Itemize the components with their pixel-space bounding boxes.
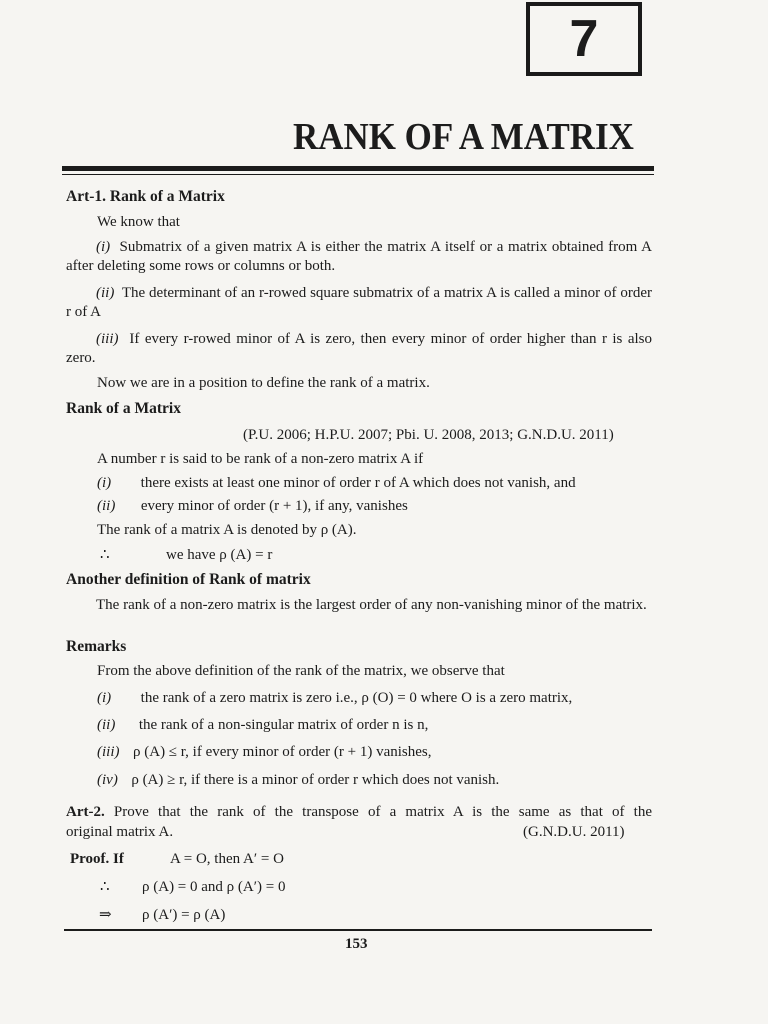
footer-rule <box>64 929 652 931</box>
rank-def-cond1-number: (i) <box>97 475 112 491</box>
art1-item2 <box>66 284 652 322</box>
remark-4-number: (iv) <box>97 772 118 788</box>
chapter-title: RANK OF A MATRIX <box>293 116 634 158</box>
rank-def-heading: Rank of a Matrix <box>66 400 181 417</box>
art1-item3-number: (iii) <box>96 331 119 347</box>
rank-def-denoted: The rank of a matrix A is denoted by ρ (A). <box>97 522 357 538</box>
title-rule-thick <box>62 166 654 171</box>
art2-label: Art-2. <box>66 804 105 820</box>
rank-def-cond1 <box>97 474 576 492</box>
remark-2-text: the rank of a non-singular matrix of order n is n, <box>138 717 429 733</box>
remark-3-text: ρ (A) ≤ r, if every minor of order (r + 1) vanishes, <box>133 744 432 760</box>
chapter-number-box <box>526 2 642 76</box>
rank-def-therefore-symbol: ∴ <box>100 547 110 563</box>
art2-statement-line1 <box>66 803 652 821</box>
title-rule-thin <box>62 174 654 175</box>
art1-now: Now we are in a position to define the rank of a matrix. <box>97 375 430 391</box>
art1-item1-number: (i) <box>96 239 111 255</box>
remark-4-text: ρ (A) ≥ r, if there is a minor of order r which does not vanish. <box>131 772 500 788</box>
rank-def-citation: (P.U. 2006; H.P.U. 2007; Pbi. U. 2008, 2013; G.N.D.U. 2011) <box>243 427 614 443</box>
proof-implies-symbol: ⇒ <box>99 907 112 923</box>
remark-1-number: (i) <box>97 690 112 706</box>
art1-heading: Art-1. Rank of a Matrix <box>66 188 225 205</box>
remark-2 <box>97 716 428 734</box>
rank-def-statement: A number r is said to be rank of a non-zero matrix A if <box>97 451 424 467</box>
proof-therefore-symbol: ∴ <box>100 879 110 895</box>
art1-item2-number: (ii) <box>96 285 115 301</box>
remark-1-text: the rank of a zero matrix is zero i.e., ρ (O) = 0 where O is a zero matrix, <box>140 690 573 706</box>
remarks-intro: From the above definition of the rank of the matrix, we observe that <box>97 663 505 679</box>
proof-label: Proof. If <box>70 851 124 867</box>
chapter-number: 7 <box>569 10 599 68</box>
art1-item3-text: If every r-rowed minor of A is zero, then every minor of order higher than r is also zero. <box>66 331 653 366</box>
another-def-heading: Another definition of Rank of matrix <box>66 571 311 588</box>
rank-def-cond2-text: every minor of order (r + 1), if any, vanishes <box>140 498 408 514</box>
art1-item3 <box>66 330 652 368</box>
rank-def-we-have: we have ρ (A) = r <box>166 547 273 563</box>
proof-equation-1: A = O, then A′ = O <box>170 851 284 867</box>
rank-def-cond2-number: (ii) <box>97 498 116 514</box>
remark-3 <box>97 743 431 761</box>
rank-def-cond1-text: there exists at least one minor of order r of A which does not vanish, and <box>140 475 576 491</box>
remark-2-number: (ii) <box>97 717 116 733</box>
art1-item2-text: The determinant of an r-rowed square submatrix of a matrix A is called a minor of order r of A <box>66 285 652 320</box>
page-number: 153 <box>345 936 368 952</box>
rank-def-cond2 <box>97 497 408 515</box>
proof-equation-2: ρ (A) = 0 and ρ (A′) = 0 <box>142 879 286 895</box>
art1-intro: We know that <box>97 214 180 230</box>
remark-1 <box>97 689 572 707</box>
art2-statement-text: Prove that the rank of the transpose of a matrix A is the same as that of the <box>113 804 653 820</box>
remark-3-number: (iii) <box>97 744 120 760</box>
remark-4 <box>97 771 499 789</box>
art2-statement-line2: original matrix A. <box>66 824 174 840</box>
art2-citation: (G.N.D.U. 2011) <box>523 824 625 840</box>
proof-equation-3: ρ (A′) = ρ (A) <box>142 907 226 923</box>
art1-item1 <box>66 238 652 276</box>
another-def-text: The rank of a non-zero matrix is the largest order of any non-vanishing minor of the matrix. <box>96 597 647 613</box>
remarks-heading: Remarks <box>66 638 127 655</box>
art1-item1-text: Submatrix of a given matrix A is either the matrix A itself or a matrix obtained from A after deleting some rows or columns or both. <box>66 239 652 274</box>
